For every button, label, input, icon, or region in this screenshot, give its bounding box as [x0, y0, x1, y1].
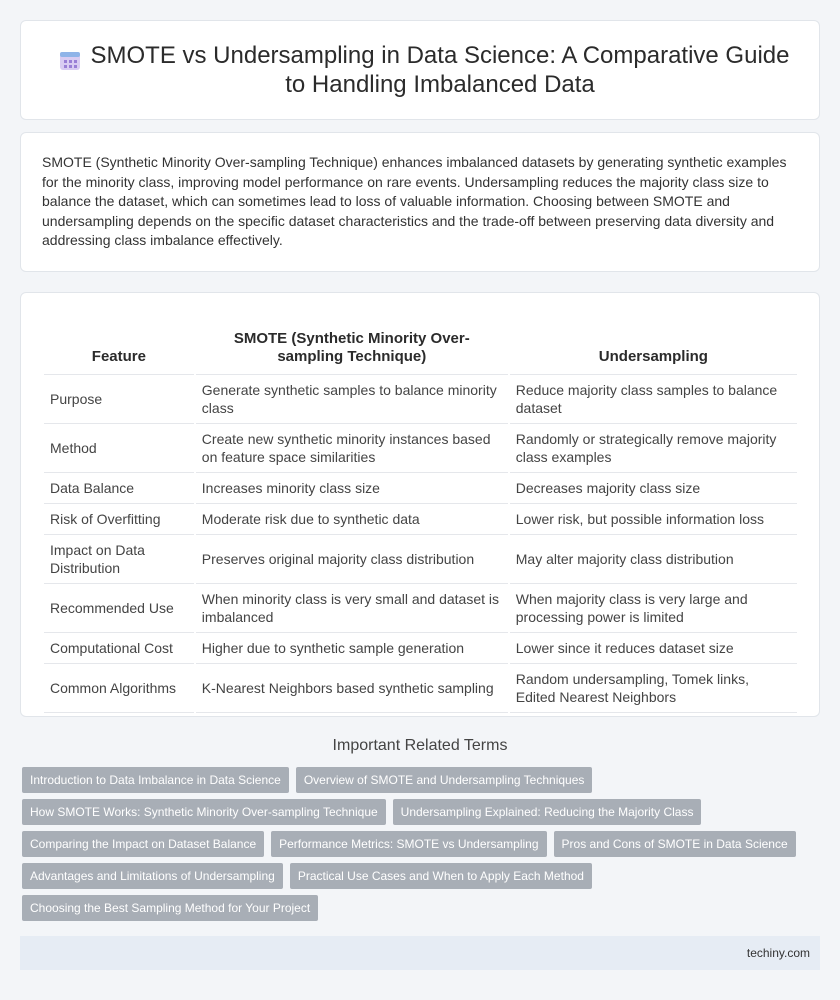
header-card — [20, 20, 820, 120]
table-cell: Moderate risk due to synthetic data — [196, 504, 508, 535]
footer-site-link[interactable]: techiny.com — [746, 946, 810, 960]
calendar-icon — [57, 47, 83, 73]
table-cell: Random undersampling, Tomek links, Edited Nearest Neighbors — [510, 664, 797, 713]
table-cell: Reduce majority class samples to balance dataset — [510, 375, 797, 424]
header-feature: Feature — [44, 313, 194, 375]
table-cell: Risk of Overfitting — [44, 504, 194, 535]
comparison-table — [42, 313, 799, 713]
table-cell: K-Nearest Neighbors based synthetic sampling — [196, 664, 508, 713]
related-term-tag[interactable]: Introduction to Data Imbalance in Data Science — [22, 767, 289, 793]
table-cell: Common Algorithms — [44, 664, 194, 713]
intro-text: SMOTE (Synthetic Minority Over-sampling Technique) enhances imbalanced datasets by generating synthetic examples for the minority class, improving model performance on rare events. Undersampling reduces the majority class size to balance the dataset, which can sometimes lead to loss of valuable information. Choosing between SMOTE and undersampling depends on the specific dataset characteristics and the trade-off between preserving data diversity and addressing class imbalance effectively. — [42, 154, 787, 248]
footer — [20, 936, 820, 970]
intro-card — [20, 132, 820, 272]
related-terms-list — [22, 767, 822, 921]
related-term-tag[interactable]: Undersampling Explained: Reducing the Majority Class — [393, 799, 702, 825]
table-cell: Create new synthetic minority instances based on feature space similarities — [196, 424, 508, 473]
table-cell: When minority class is very small and dataset is imbalanced — [196, 584, 508, 633]
table-cell: Lower since it reduces dataset size — [510, 633, 797, 664]
table-row — [44, 473, 797, 504]
table-cell: Increases minority class size — [196, 473, 508, 504]
related-term-tag[interactable]: Overview of SMOTE and Undersampling Techniques — [296, 767, 593, 793]
table-cell: Preserves original majority class distribution — [196, 535, 508, 584]
table-row — [44, 535, 797, 584]
table-row — [44, 664, 797, 713]
table-cell: May alter majority class distribution — [510, 535, 797, 584]
table-cell: Data Balance — [44, 473, 194, 504]
header-smote: SMOTE (Synthetic Minority Over-sampling Technique) — [196, 313, 508, 375]
table-cell: Randomly or strategically remove majority class examples — [510, 424, 797, 473]
table-cell: Computational Cost — [44, 633, 194, 664]
table-row — [44, 504, 797, 535]
related-term-tag[interactable]: Performance Metrics: SMOTE vs Undersampling — [271, 831, 546, 857]
table-cell: Generate synthetic samples to balance minority class — [196, 375, 508, 424]
table-cell: Higher due to synthetic sample generation — [196, 633, 508, 664]
table-cell: Recommended Use — [44, 584, 194, 633]
table-cell: Decreases majority class size — [510, 473, 797, 504]
table-row — [44, 633, 797, 664]
comparison-table-card — [20, 292, 820, 717]
table-row — [44, 584, 797, 633]
related-term-tag[interactable]: Choosing the Best Sampling Method for Your Project — [22, 895, 318, 921]
related-term-tag[interactable]: Advantages and Limitations of Undersampling — [22, 863, 283, 889]
page-title: SMOTE vs Undersampling in Data Science: A Comparative Guide to Handling Imbalanced Data — [90, 42, 790, 98]
table-cell: Lower risk, but possible information loss — [510, 504, 797, 535]
related-term-tag[interactable]: Pros and Cons of SMOTE in Data Science — [554, 831, 796, 857]
table-header-row — [44, 313, 797, 375]
table-row — [44, 424, 797, 473]
related-term-tag[interactable]: Practical Use Cases and When to Apply Each Method — [290, 863, 592, 889]
header-undersampling: Undersampling — [510, 313, 797, 375]
table-cell: Method — [44, 424, 194, 473]
table-row — [44, 375, 797, 424]
table-cell: Purpose — [44, 375, 194, 424]
related-term-tag[interactable]: Comparing the Impact on Dataset Balance — [22, 831, 264, 857]
related-term-tag[interactable]: How SMOTE Works: Synthetic Minority Over-sampling Technique — [22, 799, 386, 825]
related-terms-heading: Important Related Terms — [332, 737, 508, 754]
table-cell: When majority class is very large and processing power is limited — [510, 584, 797, 633]
table-cell: Impact on Data Distribution — [44, 535, 194, 584]
